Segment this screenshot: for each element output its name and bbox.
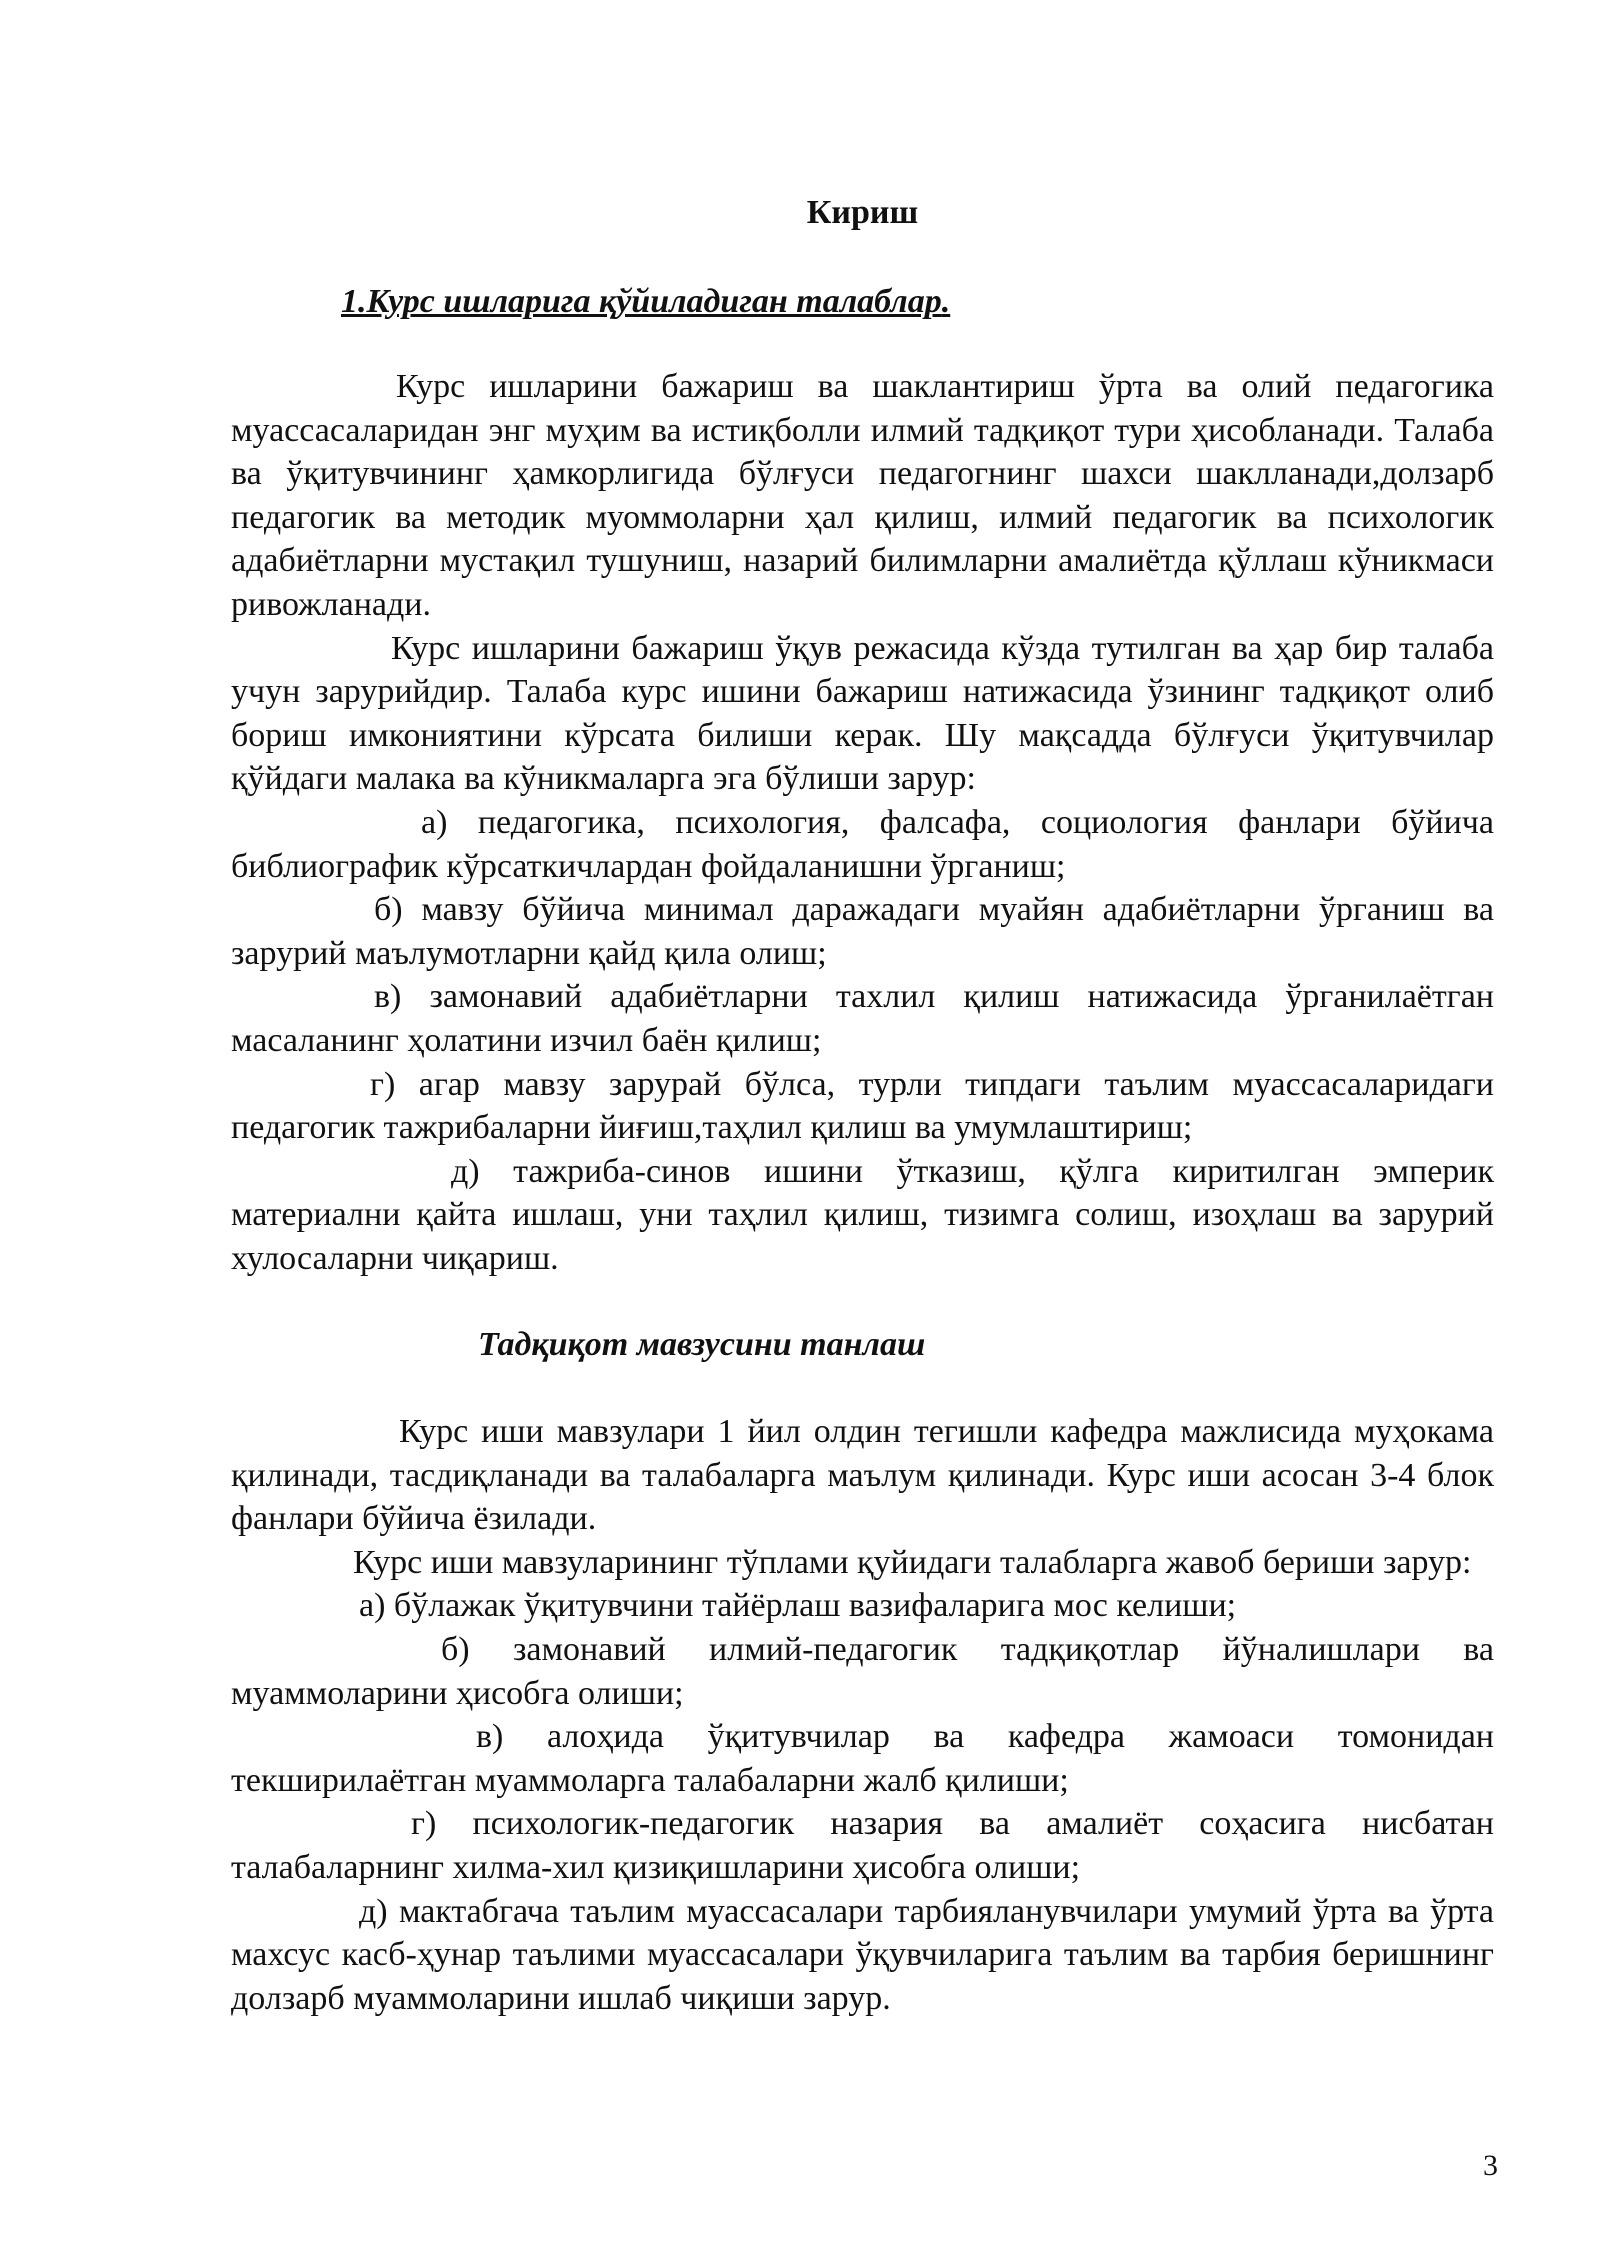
paragraph: Курс ишларини бажариш ўқув режасида кўзда тутилган ва ҳар бир талаба учун зарурийдир. Талаба курс ишини бажариш натижасида ўзининг тадқиқот олиб бориш имкониятини кўрсата билиши керак. Шу мақсадда бўлғуси ўқитувчилар қўйдаги малака ва кўникмаларга эга бўлиши зарур:	[231, 629, 1494, 798]
section-heading-requirements-dot: .	[941, 283, 951, 320]
list-item: в) замонавий адабиётларни тахлил қилиш натижасида ўрганилаётган масаланинг ҳолатини изчил баён қилиш;	[231, 978, 1494, 1059]
list-item: г) психологик-педагогик назария ва амалиёт соҳасига нисбатан талабаларнинг хилма-хил қизиқишларини ҳисобга олиши;	[231, 1805, 1494, 1886]
paragraph: Курс иши мавзулари 1 йил олдин тегишли кафедра мажлисида муҳокама қилинади, тасдиқланади ва талабаларга маълум қилинади. Курс иши асосан 3-4 блок фанлари бўйича ёзилади.	[231, 1413, 1494, 1538]
list-item: г) агар мавзу зарурай бўлса, турли типдаги таълим муассасаларидаги педагогик тажрибаларни йиғиш,таҳлил қилиш ва умумлаштириш;	[231, 1065, 1494, 1147]
list-item: б) замонавий илмий-педагогик тадқиқотлар йўналишлари ва муаммоларини ҳисобга олиши;	[231, 1630, 1494, 1712]
paragraph: Курс иши мавзуларининг тўплами қуйидаги талабларга жавоб бериши зарур:	[353, 1543, 1472, 1581]
list-item: б) мавзу бўйича минимал даражадаги муайян адабиётларни ўрганиш ва зарурий маълумотларни қайд қила олиш;	[231, 891, 1494, 972]
topic-selection-body	[231, 1410, 1494, 2020]
paragraph: Курс ишларини бажариш ва шаклантириш ўрта ва олий педагогика муассасаларидан энг муҳим ва истиқболли илмий тадқиқот тури ҳисобланади. Талаба ва ўқитувчининг ҳамкорлигида бўлғуси педагогнинг шахси шаклланади,долзарб педагогик ва методик муоммоларни ҳал қилиш, илмий педагогик ва психологик адабиётларни мустақил тушуниш, назарий билимларни амалиётда қўллаш кўникмаси ривожланади.	[231, 368, 1494, 623]
section-heading-topic-selection: Тадқиқот мавзусини танлаш	[478, 1326, 926, 1363]
list-item: д) тажриба-синов ишини ўтказиш, қўлга киритилган эмперик материални қайта ишлаш, уни таҳлил қилиш, тизимга солиш, изоҳлаш ва зарурий хулосаларни чиқариш.	[231, 1152, 1494, 1277]
list-item: а) педагогика, психология, фалсафа, социология фанлари бўйича библиографик кўрсаткичлардан фойдаланишни ўрганиш;	[231, 803, 1494, 885]
requirements-body	[231, 365, 1494, 1280]
list-item: а) бўлажак ўқитувчини тайёрлаш вазифаларига мос келиши;	[359, 1587, 1237, 1625]
list-item: д) мактабгача таълим муассасалари тарбияланувчилари умумий ўрта ва ўрта махсус касб-ҳунар таълими муассасалари ўқувчиларига таълим ва тарбия беришнинг долзарб муаммоларини ишлаб чиқиши зарур.	[231, 1892, 1494, 2017]
page-title: Кириш	[806, 194, 919, 231]
section-heading-requirements-text: 1.Курс ишларига қўйиладиган талаблар	[341, 283, 942, 320]
page-number: 3	[1483, 2149, 1498, 2182]
section-heading-requirements	[341, 281, 950, 323]
list-item: в) алоҳида ўқитувчилар ва кафедра жамоаси томонидан текширилаётган муаммоларга талабаларни жалб қилиши;	[231, 1718, 1494, 1799]
